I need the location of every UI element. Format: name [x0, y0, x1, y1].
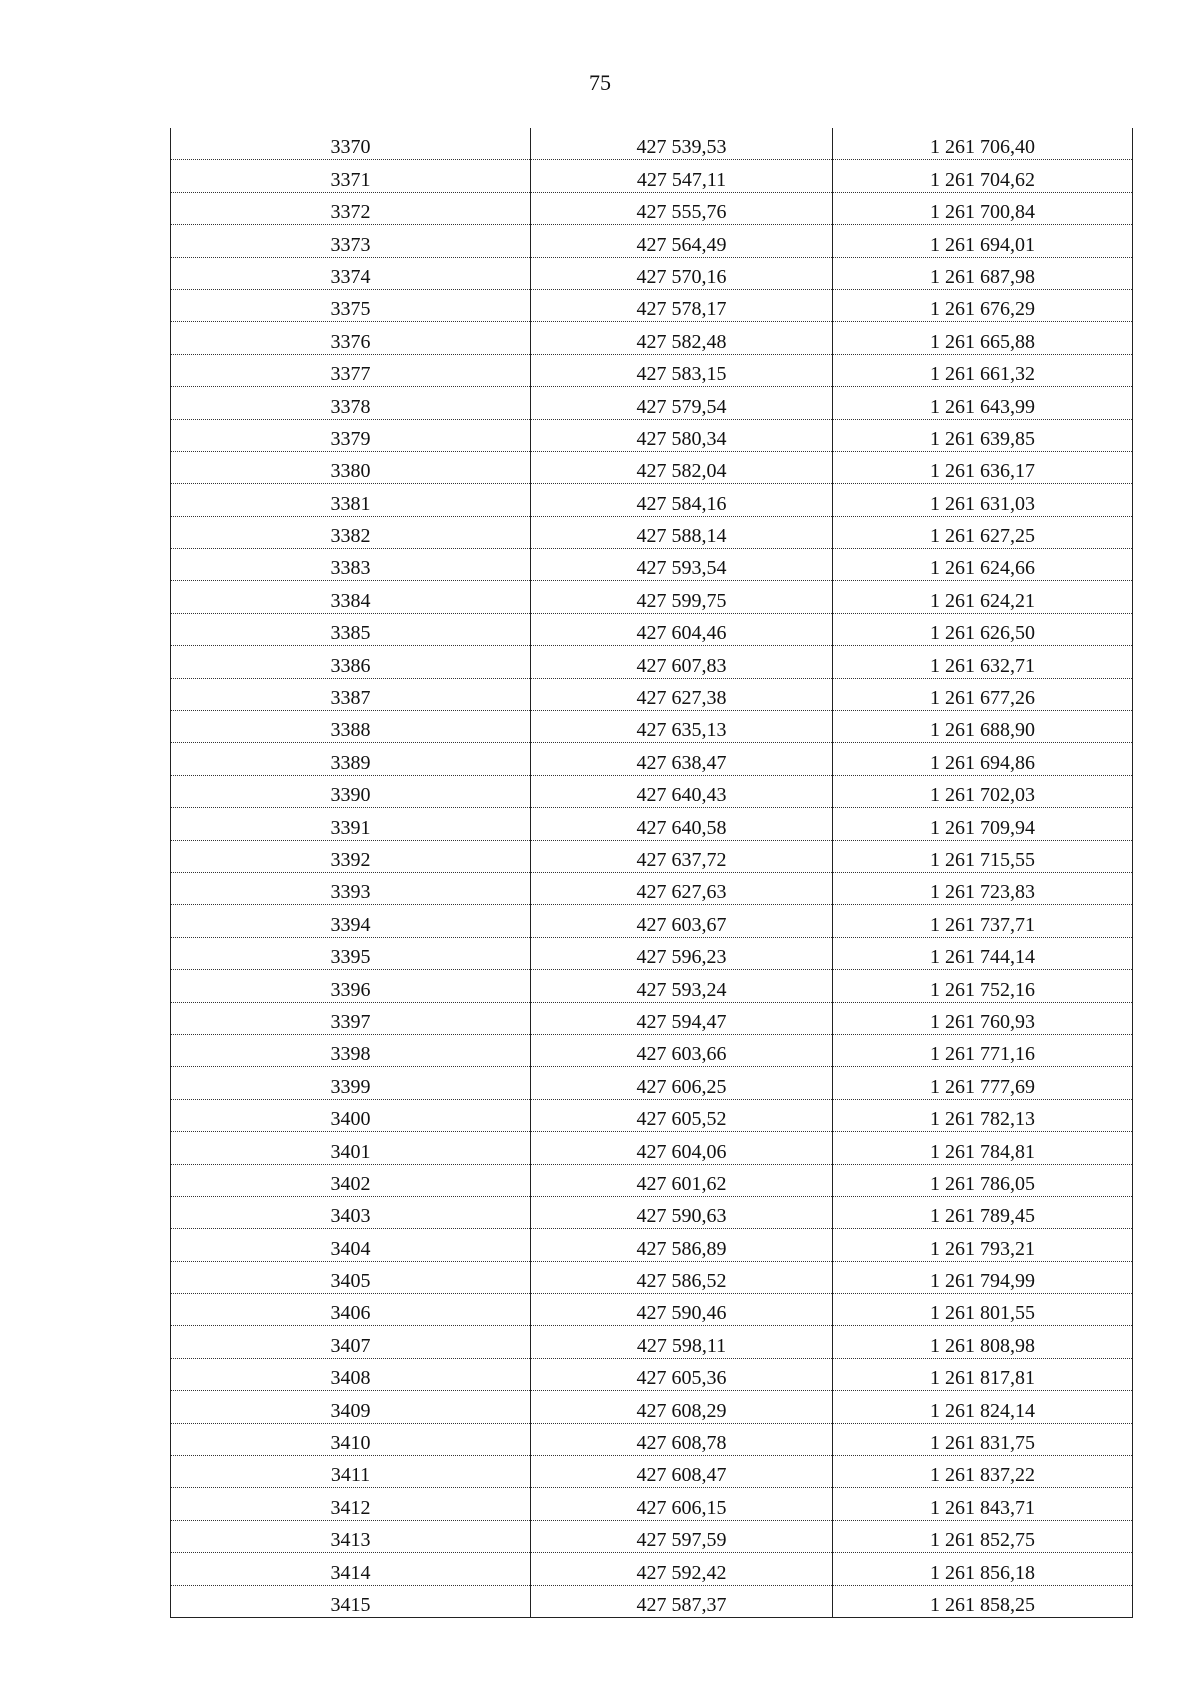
- y-coordinate-cell: 1 261 704,62: [833, 160, 1133, 192]
- point-number-cell: 3379: [171, 419, 531, 451]
- point-number-cell: 3378: [171, 387, 531, 419]
- x-coordinate-cell: 427 598,11: [531, 1326, 833, 1358]
- table-row: [171, 1423, 1133, 1455]
- y-coordinate-cell: 1 261 808,98: [833, 1326, 1133, 1358]
- y-coordinate-cell: 1 261 852,75: [833, 1520, 1133, 1552]
- table-row: [171, 872, 1133, 904]
- point-number-cell: 3408: [171, 1358, 531, 1390]
- x-coordinate-cell: 427 582,48: [531, 322, 833, 354]
- point-number-cell: 3375: [171, 289, 531, 321]
- x-coordinate-cell: 427 555,76: [531, 192, 833, 224]
- point-number-cell: 3386: [171, 646, 531, 678]
- page-number: 75: [589, 70, 611, 95]
- x-coordinate-cell: 427 596,23: [531, 937, 833, 969]
- y-coordinate-cell: 1 261 789,45: [833, 1196, 1133, 1228]
- y-coordinate-cell: 1 261 737,71: [833, 905, 1133, 937]
- table-row: [171, 678, 1133, 710]
- y-coordinate-cell: 1 261 858,25: [833, 1585, 1133, 1617]
- point-number-cell: 3394: [171, 905, 531, 937]
- point-number-cell: 3382: [171, 516, 531, 548]
- y-coordinate-cell: 1 261 782,13: [833, 1099, 1133, 1131]
- y-coordinate-cell: 1 261 694,01: [833, 225, 1133, 257]
- y-coordinate-cell: 1 261 639,85: [833, 419, 1133, 451]
- table-row: [171, 1488, 1133, 1520]
- y-coordinate-cell: 1 261 793,21: [833, 1229, 1133, 1261]
- table-row: [171, 808, 1133, 840]
- x-coordinate-cell: 427 640,58: [531, 808, 833, 840]
- x-coordinate-cell: 427 603,66: [531, 1034, 833, 1066]
- table-row: [171, 549, 1133, 581]
- table-row: [171, 970, 1133, 1002]
- table-row: [171, 419, 1133, 451]
- y-coordinate-cell: 1 261 709,94: [833, 808, 1133, 840]
- y-coordinate-cell: 1 261 626,50: [833, 613, 1133, 645]
- table-row: [171, 937, 1133, 969]
- point-number-cell: 3404: [171, 1229, 531, 1261]
- table-row: [171, 1034, 1133, 1066]
- point-number-cell: 3403: [171, 1196, 531, 1228]
- point-number-cell: 3376: [171, 322, 531, 354]
- x-coordinate-cell: 427 605,36: [531, 1358, 833, 1390]
- point-number-cell: 3407: [171, 1326, 531, 1358]
- point-number-cell: 3412: [171, 1488, 531, 1520]
- point-number-cell: 3385: [171, 613, 531, 645]
- x-coordinate-cell: 427 586,89: [531, 1229, 833, 1261]
- y-coordinate-cell: 1 261 687,98: [833, 257, 1133, 289]
- table-row: [171, 743, 1133, 775]
- point-number-cell: 3400: [171, 1099, 531, 1131]
- y-coordinate-cell: 1 261 627,25: [833, 516, 1133, 548]
- point-number-cell: 3392: [171, 840, 531, 872]
- table-row: [171, 1391, 1133, 1423]
- x-coordinate-cell: 427 594,47: [531, 1002, 833, 1034]
- x-coordinate-cell: 427 582,04: [531, 451, 833, 483]
- y-coordinate-cell: 1 261 784,81: [833, 1132, 1133, 1164]
- y-coordinate-cell: 1 261 702,03: [833, 775, 1133, 807]
- x-coordinate-cell: 427 590,46: [531, 1294, 833, 1326]
- x-coordinate-cell: 427 601,62: [531, 1164, 833, 1196]
- x-coordinate-cell: 427 593,54: [531, 549, 833, 581]
- x-coordinate-cell: 427 640,43: [531, 775, 833, 807]
- y-coordinate-cell: 1 261 744,14: [833, 937, 1133, 969]
- point-number-cell: 3402: [171, 1164, 531, 1196]
- point-number-cell: 3393: [171, 872, 531, 904]
- x-coordinate-cell: 427 586,52: [531, 1261, 833, 1293]
- point-number-cell: 3387: [171, 678, 531, 710]
- y-coordinate-cell: 1 261 624,66: [833, 549, 1133, 581]
- x-coordinate-cell: 427 606,25: [531, 1067, 833, 1099]
- y-coordinate-cell: 1 261 715,55: [833, 840, 1133, 872]
- point-number-cell: 3397: [171, 1002, 531, 1034]
- point-number-cell: 3377: [171, 354, 531, 386]
- x-coordinate-cell: 427 607,83: [531, 646, 833, 678]
- y-coordinate-cell: 1 261 831,75: [833, 1423, 1133, 1455]
- point-number-cell: 3411: [171, 1456, 531, 1488]
- y-coordinate-cell: 1 261 631,03: [833, 484, 1133, 516]
- table-row: [171, 1326, 1133, 1358]
- x-coordinate-cell: 427 588,14: [531, 516, 833, 548]
- table-row: [171, 322, 1133, 354]
- table-row: [171, 1067, 1133, 1099]
- table-row: [171, 387, 1133, 419]
- x-coordinate-cell: 427 592,42: [531, 1553, 833, 1585]
- table-row: [171, 128, 1133, 160]
- point-number-cell: 3384: [171, 581, 531, 613]
- x-coordinate-cell: 427 605,52: [531, 1099, 833, 1131]
- table-row: [171, 581, 1133, 613]
- x-coordinate-cell: 427 608,29: [531, 1391, 833, 1423]
- x-coordinate-cell: 427 593,24: [531, 970, 833, 1002]
- x-coordinate-cell: 427 604,06: [531, 1132, 833, 1164]
- table-row: [171, 1553, 1133, 1585]
- table-row: [171, 1099, 1133, 1131]
- x-coordinate-cell: 427 635,13: [531, 711, 833, 743]
- point-number-cell: 3373: [171, 225, 531, 257]
- x-coordinate-cell: 427 599,75: [531, 581, 833, 613]
- point-number-cell: 3396: [171, 970, 531, 1002]
- y-coordinate-cell: 1 261 661,32: [833, 354, 1133, 386]
- y-coordinate-cell: 1 261 694,86: [833, 743, 1133, 775]
- table-row: [171, 1456, 1133, 1488]
- point-number-cell: 3405: [171, 1261, 531, 1293]
- y-coordinate-cell: 1 261 817,81: [833, 1358, 1133, 1390]
- coordinates-table-body: [171, 128, 1133, 1617]
- table-row: [171, 1585, 1133, 1617]
- y-coordinate-cell: 1 261 723,83: [833, 872, 1133, 904]
- point-number-cell: 3395: [171, 937, 531, 969]
- point-number-cell: 3401: [171, 1132, 531, 1164]
- point-number-cell: 3409: [171, 1391, 531, 1423]
- point-number-cell: 3381: [171, 484, 531, 516]
- point-number-cell: 3390: [171, 775, 531, 807]
- table-row: [171, 711, 1133, 743]
- point-number-cell: 3370: [171, 128, 531, 160]
- y-coordinate-cell: 1 261 752,16: [833, 970, 1133, 1002]
- x-coordinate-cell: 427 608,78: [531, 1423, 833, 1455]
- table-row: [171, 516, 1133, 548]
- x-coordinate-cell: 427 587,37: [531, 1585, 833, 1617]
- table-row: [171, 646, 1133, 678]
- y-coordinate-cell: 1 261 794,99: [833, 1261, 1133, 1293]
- table-row: [171, 905, 1133, 937]
- table-row: [171, 1261, 1133, 1293]
- y-coordinate-cell: 1 261 824,14: [833, 1391, 1133, 1423]
- table-row: [171, 484, 1133, 516]
- point-number-cell: 3399: [171, 1067, 531, 1099]
- x-coordinate-cell: 427 597,59: [531, 1520, 833, 1552]
- x-coordinate-cell: 427 604,46: [531, 613, 833, 645]
- y-coordinate-cell: 1 261 801,55: [833, 1294, 1133, 1326]
- point-number-cell: 3413: [171, 1520, 531, 1552]
- table-row: [171, 257, 1133, 289]
- point-number-cell: 3391: [171, 808, 531, 840]
- x-coordinate-cell: 427 603,67: [531, 905, 833, 937]
- y-coordinate-cell: 1 261 777,69: [833, 1067, 1133, 1099]
- y-coordinate-cell: 1 261 677,26: [833, 678, 1133, 710]
- x-coordinate-cell: 427 579,54: [531, 387, 833, 419]
- point-number-cell: 3415: [171, 1585, 531, 1617]
- y-coordinate-cell: 1 261 786,05: [833, 1164, 1133, 1196]
- table-row: [171, 1294, 1133, 1326]
- y-coordinate-cell: 1 261 676,29: [833, 289, 1133, 321]
- table-row: [171, 451, 1133, 483]
- x-coordinate-cell: 427 547,11: [531, 160, 833, 192]
- y-coordinate-cell: 1 261 843,71: [833, 1488, 1133, 1520]
- x-coordinate-cell: 427 580,34: [531, 419, 833, 451]
- x-coordinate-cell: 427 638,47: [531, 743, 833, 775]
- point-number-cell: 3388: [171, 711, 531, 743]
- point-number-cell: 3406: [171, 1294, 531, 1326]
- x-coordinate-cell: 427 608,47: [531, 1456, 833, 1488]
- y-coordinate-cell: 1 261 700,84: [833, 192, 1133, 224]
- x-coordinate-cell: 427 584,16: [531, 484, 833, 516]
- table-row: [171, 1229, 1133, 1261]
- table-row: [171, 1132, 1133, 1164]
- x-coordinate-cell: 427 578,17: [531, 289, 833, 321]
- point-number-cell: 3380: [171, 451, 531, 483]
- x-coordinate-cell: 427 627,38: [531, 678, 833, 710]
- table-row: [171, 613, 1133, 645]
- x-coordinate-cell: 427 570,16: [531, 257, 833, 289]
- table-row: [171, 1196, 1133, 1228]
- y-coordinate-cell: 1 261 771,16: [833, 1034, 1133, 1066]
- point-number-cell: 3398: [171, 1034, 531, 1066]
- table-row: [171, 160, 1133, 192]
- table-row: [171, 1164, 1133, 1196]
- y-coordinate-cell: 1 261 665,88: [833, 322, 1133, 354]
- y-coordinate-cell: 1 261 688,90: [833, 711, 1133, 743]
- point-number-cell: 3371: [171, 160, 531, 192]
- x-coordinate-cell: 427 539,53: [531, 128, 833, 160]
- table-row: [171, 289, 1133, 321]
- x-coordinate-cell: 427 590,63: [531, 1196, 833, 1228]
- table-row: [171, 775, 1133, 807]
- y-coordinate-cell: 1 261 706,40: [833, 128, 1133, 160]
- point-number-cell: 3372: [171, 192, 531, 224]
- point-number-cell: 3389: [171, 743, 531, 775]
- point-number-cell: 3383: [171, 549, 531, 581]
- y-coordinate-cell: 1 261 643,99: [833, 387, 1133, 419]
- table-row: [171, 225, 1133, 257]
- table-row: [171, 840, 1133, 872]
- table-row: [171, 1358, 1133, 1390]
- y-coordinate-cell: 1 261 624,21: [833, 581, 1133, 613]
- x-coordinate-cell: 427 583,15: [531, 354, 833, 386]
- table-row: [171, 354, 1133, 386]
- y-coordinate-cell: 1 261 636,17: [833, 451, 1133, 483]
- table-row: [171, 1002, 1133, 1034]
- table-row: [171, 192, 1133, 224]
- x-coordinate-cell: 427 564,49: [531, 225, 833, 257]
- point-number-cell: 3374: [171, 257, 531, 289]
- x-coordinate-cell: 427 606,15: [531, 1488, 833, 1520]
- x-coordinate-cell: 427 637,72: [531, 840, 833, 872]
- point-number-cell: 3414: [171, 1553, 531, 1585]
- y-coordinate-cell: 1 261 760,93: [833, 1002, 1133, 1034]
- y-coordinate-cell: 1 261 856,18: [833, 1553, 1133, 1585]
- y-coordinate-cell: 1 261 837,22: [833, 1456, 1133, 1488]
- coordinates-table: [170, 128, 1133, 1618]
- y-coordinate-cell: 1 261 632,71: [833, 646, 1133, 678]
- point-number-cell: 3410: [171, 1423, 531, 1455]
- x-coordinate-cell: 427 627,63: [531, 872, 833, 904]
- table-row: [171, 1520, 1133, 1552]
